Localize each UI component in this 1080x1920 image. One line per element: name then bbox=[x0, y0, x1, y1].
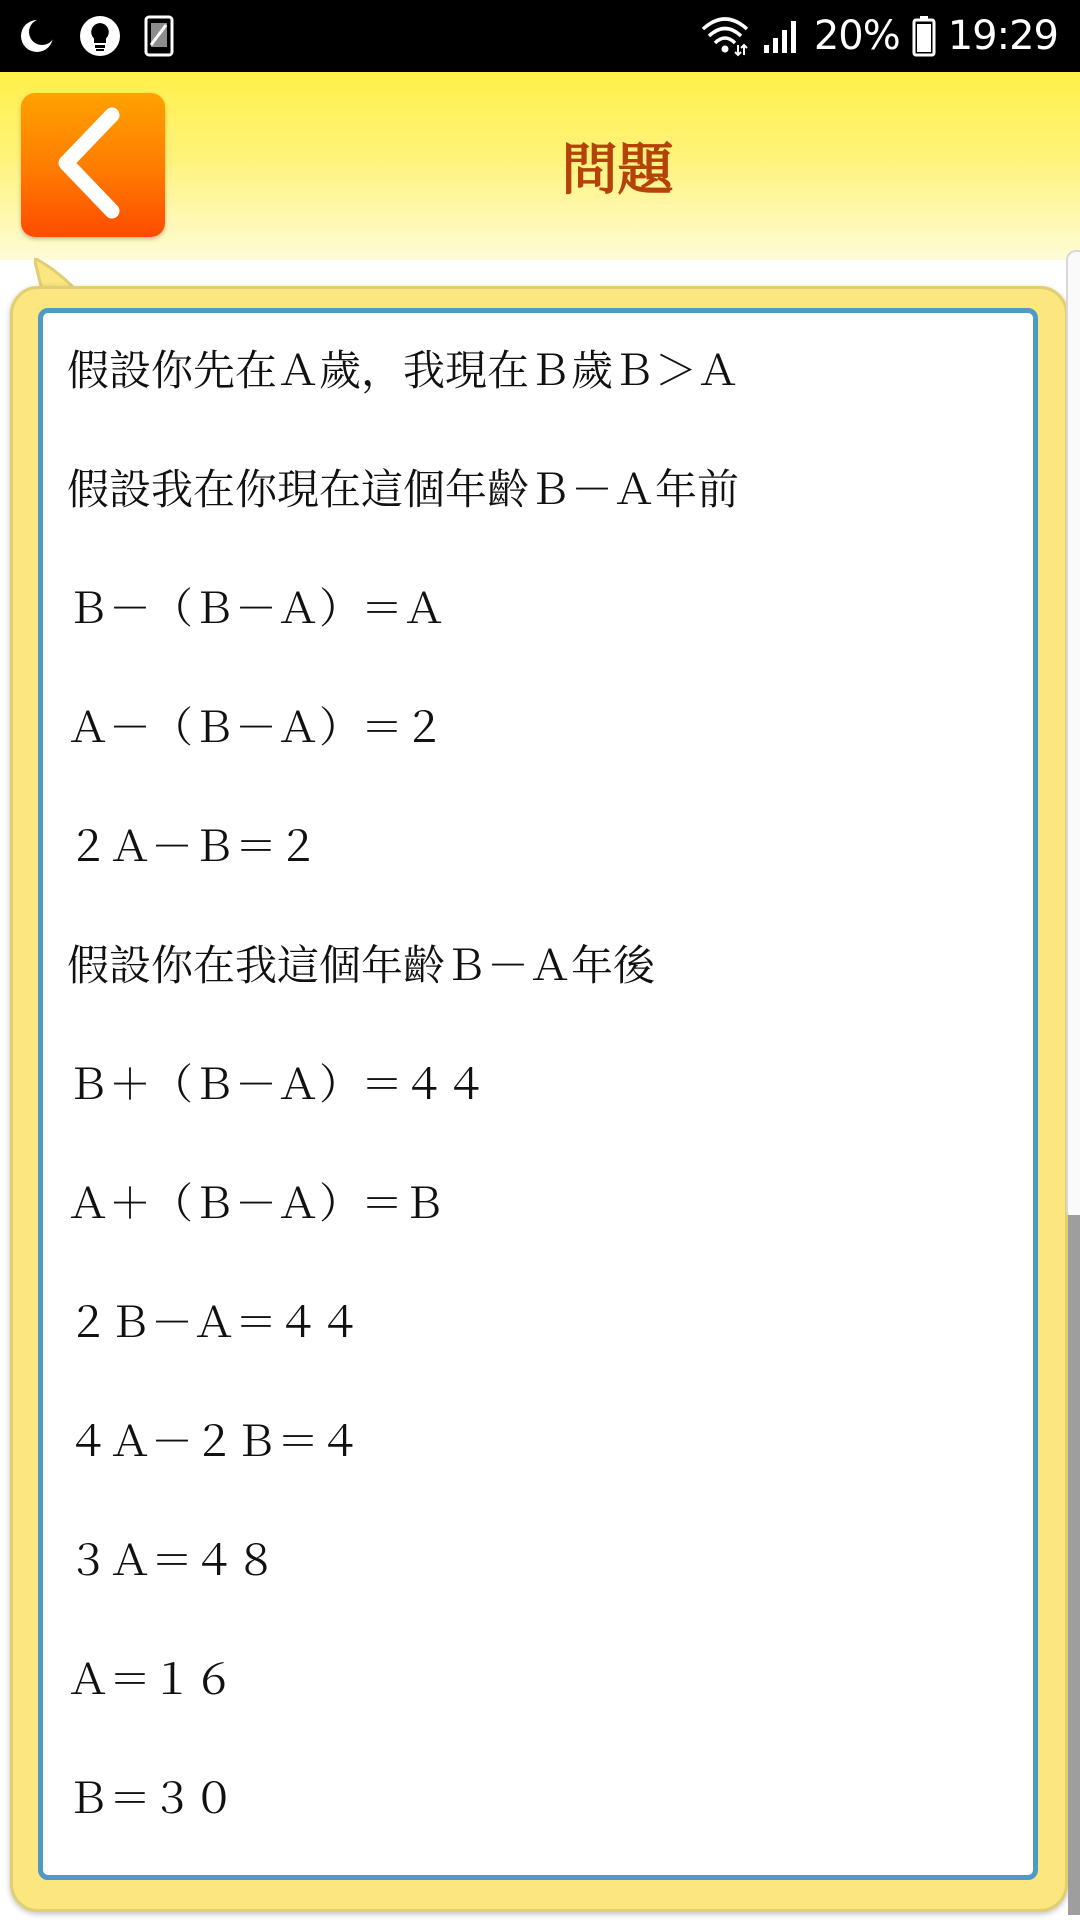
chevron-left-icon bbox=[38, 103, 148, 227]
scrollbar-thumb[interactable] bbox=[1068, 1215, 1080, 1915]
wifi-icon bbox=[700, 15, 750, 57]
text-line: Ｂ＋（Ｂ－Ａ）＝４４ bbox=[67, 1060, 488, 1109]
text-line: Ｂ＝３０ bbox=[67, 1774, 236, 1823]
status-right-icons bbox=[700, 13, 1058, 59]
text-line: ２Ａ－Ｂ＝２ bbox=[67, 822, 320, 871]
text-line: Ａ＋（Ｂ－Ａ）＝Ｂ bbox=[67, 1179, 446, 1228]
phone-outline-icon bbox=[144, 15, 174, 57]
scroll-track[interactable] bbox=[1066, 250, 1080, 1220]
status-bar bbox=[0, 0, 1080, 72]
header bbox=[0, 72, 1080, 260]
lightbulb-icon bbox=[78, 14, 122, 58]
text-line: ２Ｂ－Ａ＝４４ bbox=[67, 1298, 362, 1347]
answer-content bbox=[38, 308, 1038, 1880]
back-button[interactable] bbox=[21, 93, 165, 237]
battery-icon bbox=[912, 15, 936, 57]
text-line: Ａ＝１６ bbox=[67, 1655, 236, 1704]
text-line: Ｂ－（Ｂ－Ａ）＝Ａ bbox=[67, 584, 446, 633]
signal-icon bbox=[762, 17, 802, 55]
text-line: ３Ａ＝４８ bbox=[67, 1536, 278, 1585]
text-line: 假設我在你現在這個年齡Ｂ－Ａ年前 bbox=[67, 465, 740, 514]
text-line: 假設你在我這個年齡Ｂ－Ａ年後 bbox=[67, 941, 656, 990]
status-left-icons bbox=[18, 14, 174, 58]
text-line: 假設你先在Ａ歲，我現在Ｂ歲Ｂ＞Ａ bbox=[67, 346, 740, 395]
clock: 19:29 bbox=[947, 13, 1058, 59]
text-line: Ａ－（Ｂ－Ａ）＝２ bbox=[67, 703, 446, 752]
battery-percent: 20% bbox=[813, 13, 900, 59]
page-title: 問題 bbox=[561, 138, 674, 203]
text-line: ４Ａ－２Ｂ＝４ bbox=[67, 1417, 362, 1466]
moon-icon bbox=[18, 17, 56, 55]
